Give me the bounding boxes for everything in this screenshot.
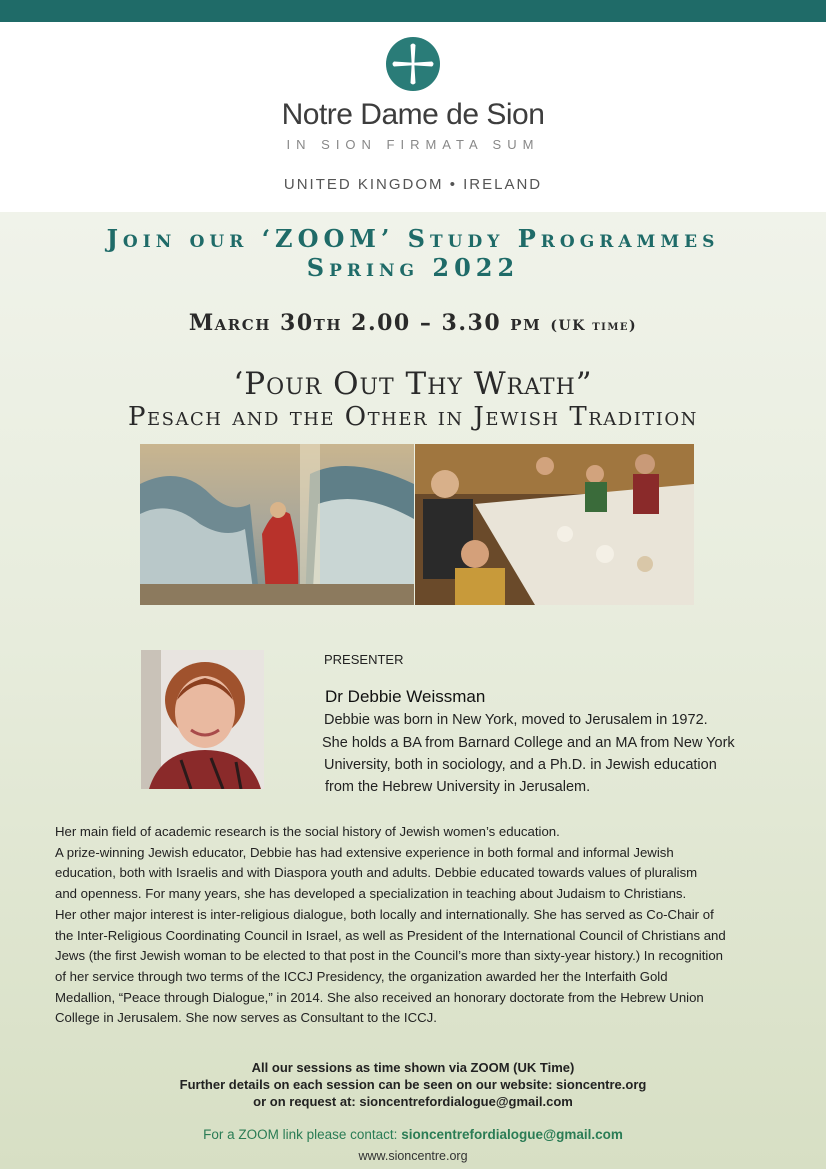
event-subtitle: Pesach and the Other in Jewish Tradition: [128, 402, 698, 432]
body-line: College in Jerusalem. She now serves as Consultant to the ICCJ.: [55, 1010, 437, 1026]
footer-request-note: or on request at: sioncentrefordialogue@gmail.com: [253, 1094, 573, 1109]
presenter-biography: [55, 822, 775, 1029]
parting-sea-painting-image: [140, 444, 414, 605]
top-accent-bar: [0, 0, 826, 22]
body-line: Her other major interest is inter-religious dialogue, both locally and internationally. She has served as Co-Chair of: [55, 906, 714, 922]
zoom-contact-email-link[interactable]: sioncentrefordialogue@gmail.com: [401, 1127, 623, 1142]
presenter-bio-line: Debbie was born in New York, moved to Jerusalem in 1972.: [324, 712, 708, 728]
body-line: education, both with Israelis and with Diaspora youth and adults. Debbie educated towards values of pluralism: [55, 865, 698, 881]
body-line: Jews (the first Jewish woman to be elected to that post in the Council’s more than sixty-year history.) In recognition: [55, 948, 723, 964]
body-line: of her service through two terms of the ICCJ Presidency, the organization awarded her the Interfaith Gold: [55, 968, 668, 984]
programme-season: Spring 2022: [306, 253, 520, 282]
presenter-bio-line: She holds a BA from Barnard College and an MA from New York: [322, 735, 735, 751]
presenter-photo-image: [141, 650, 264, 789]
body-line: A prize-winning Jewish educator, Debbie has had extensive experience in both formal and informal Jewish: [55, 844, 674, 860]
event-title: ‘Pour Out Thy Wrath”: [233, 366, 593, 402]
sion-cross-logo-icon: [386, 37, 440, 91]
event-timezone: (UK time): [550, 318, 638, 334]
seder-table-photo-image: [415, 444, 694, 605]
event-date-time-text: March 30th 2.00 – 3.30 pm: [188, 310, 542, 336]
body-line: Her main field of academic research is the social history of Jewish women’s education.: [55, 824, 560, 839]
presenter-bio-line: from the Hebrew University in Jerusalem.: [325, 779, 591, 795]
organization-region: UNITED KINGDOM • IRELAND: [283, 176, 543, 193]
programme-heading: Join our ‘ZOOM’ Study Programmes: [106, 224, 720, 253]
footer-details-note: Further details on each session can be seen on our website: sioncentre.org: [179, 1077, 647, 1092]
zoom-contact-line: [0, 1127, 826, 1142]
organization-motto: IN SION FIRMATA SUM: [286, 137, 540, 152]
presenter-bio-line: University, both in sociology, and a Ph.D. in Jewish education: [324, 757, 717, 773]
footer-sessions-note: All our sessions as time shown via ZOOM (UK Time): [251, 1060, 575, 1075]
presenter-heading: PRESENTER: [324, 652, 404, 667]
event-date-time: [0, 310, 826, 336]
body-line: the Inter-Religious Coordinating Council in Israel, as well as President of the International Council of Christians and: [55, 927, 726, 943]
website-link[interactable]: www.sioncentre.org: [358, 1149, 468, 1163]
organization-name: Notre Dame de Sion: [281, 98, 545, 131]
presenter-name: Dr Debbie Weissman: [325, 687, 486, 706]
body-line: and openness. For many years, she has developed a specialization in teaching about Judaism to Christians.: [55, 886, 687, 902]
body-line: Medallion, “Peace through Dialogue,” in 2014. She also received an honorary doctorate from the Hebrew Union: [55, 989, 704, 1005]
zoom-contact-label: For a ZOOM link please contact:: [203, 1127, 402, 1142]
